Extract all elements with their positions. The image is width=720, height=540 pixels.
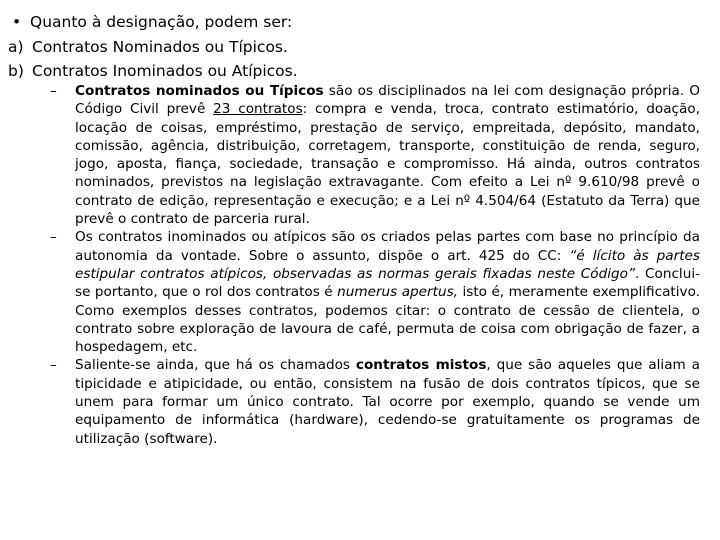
paragraph-inominados bbox=[50, 228, 700, 356]
bold-term: contratos mistos bbox=[355, 357, 487, 374]
option-b bbox=[8, 61, 298, 82]
text-segment: . Conclui-se portanto, que o rol dos contratos é bbox=[75, 265, 700, 301]
text-segment: , que são aqueles que aliam a tipicidade e atipicidade, ou então, consistem na fusão de dois contratos típicos, que se unem para formar um único contrato. Tal ocorre por exemplo, quando se vende um equipamento de informática (hardware), cedendo-se gratuitamente os programas de utilização (software). bbox=[75, 357, 701, 447]
text-segment: Os contratos inominados ou atípicos são os criados pelas partes com base no princípio da autonomia da vontade. Sobre o assunto, dispõe o art. 425 do CC: bbox=[75, 229, 700, 264]
dash-marker: – bbox=[50, 229, 57, 246]
dash-marker: – bbox=[50, 357, 57, 374]
italic-term: numerus apertus, bbox=[337, 284, 458, 301]
paragraph-mistos bbox=[50, 356, 700, 447]
paragraph-nominados bbox=[50, 82, 700, 228]
text-segment: : compra e venda, troca, contrato estimatório, doação, locação de coisas, empréstimo, prestação de serviço, empreitada, depósito, mandato, comissão, agência, distribuição, corretagem, transporte, constituição de renda, seguro, jogo, aposta, fiança, sociedade, transação e compromisso. Há ainda, outros contratos nominados, previstos na legislação extravagante. Com efeito a Lei nº 9.610/98 prevê o contrato de edição, representação e execução; e a Lei nº 4.504/64 (Estatuto da Terra) que prevê o contrato de parceria rural. bbox=[75, 101, 700, 228]
bullet-marker: • bbox=[12, 13, 22, 31]
text-segment: são os disciplinados na lei com designação própria. O Código Civil prevê bbox=[75, 83, 700, 118]
sub-items-list bbox=[50, 82, 700, 448]
text-segment: isto é, meramente exemplificativo. Como exemplos desses contratos, podemos citar: o contrato de cessão de clientela, o contrato sobre exploração de lavoura de café, permuta de coisa com obrigação de fazer, a hospedagem, etc. bbox=[75, 284, 700, 356]
dash-marker: – bbox=[50, 83, 57, 99]
italic-quote: “é lícito às partes estipular contratos atípicos, observadas as normas gerais fixadas neste Código” bbox=[75, 247, 700, 282]
underlined-term: 23 contratos bbox=[213, 101, 303, 118]
intro-line bbox=[8, 12, 292, 33]
bold-lead: Contratos nominados ou Típicos bbox=[75, 83, 324, 99]
option-marker: a) bbox=[8, 38, 24, 56]
option-text: Contratos Inominados ou Atípicos. bbox=[32, 62, 298, 80]
intro-text: Quanto à designação, podem ser: bbox=[30, 13, 293, 31]
option-a bbox=[8, 37, 288, 58]
option-marker: b) bbox=[8, 62, 24, 80]
text-segment: Saliente-se ainda, que há os chamados bbox=[75, 357, 356, 374]
option-text: Contratos Nominados ou Típicos. bbox=[32, 38, 288, 56]
